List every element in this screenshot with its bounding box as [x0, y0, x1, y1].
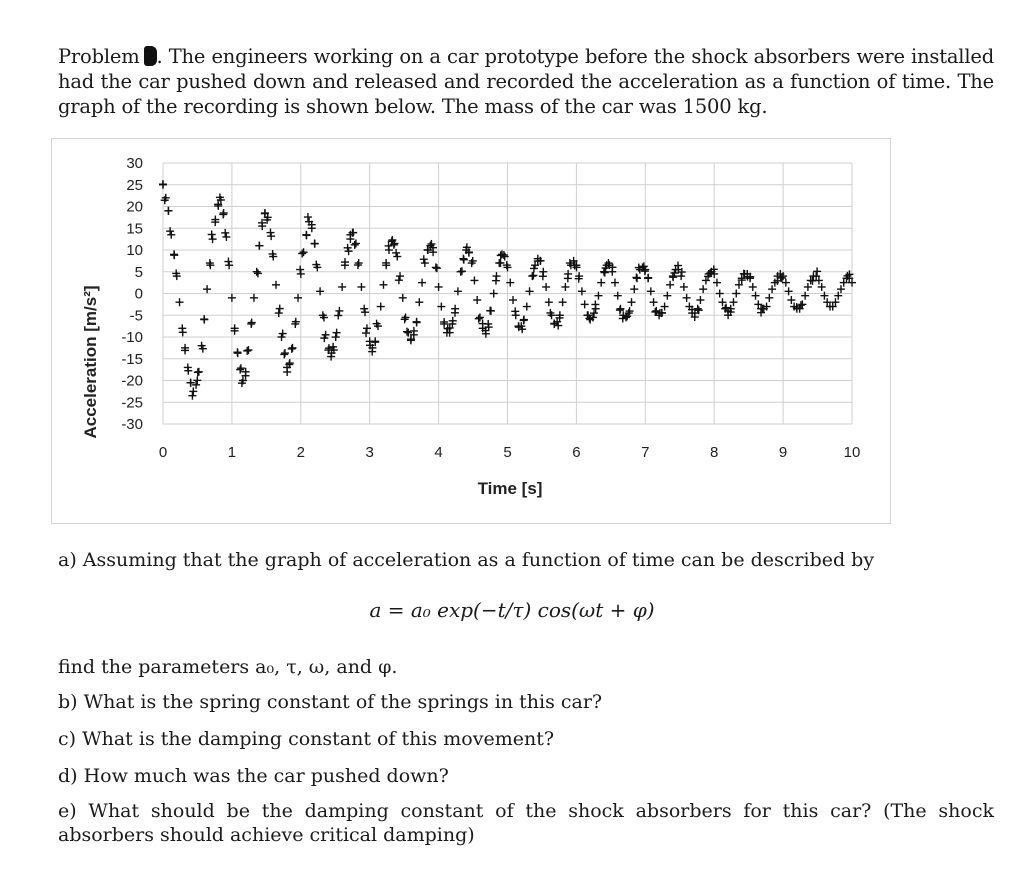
- data-point: [523, 303, 531, 311]
- data-point: [396, 272, 404, 280]
- data-point: [433, 264, 441, 272]
- data-point: [357, 283, 365, 291]
- data-point: [542, 283, 550, 291]
- data-point: [650, 298, 658, 306]
- data-point: [716, 290, 724, 298]
- data-point: [492, 277, 500, 285]
- data-point: [379, 281, 387, 289]
- data-point: [403, 328, 411, 336]
- data-point: [486, 307, 494, 315]
- data-point: [444, 325, 452, 333]
- data-point: [228, 294, 236, 302]
- data-point: [283, 368, 291, 376]
- data-point: [470, 276, 478, 284]
- data-point: [311, 240, 319, 248]
- question-d: d) How much was the car pushed down?: [58, 765, 449, 787]
- data-point: [420, 255, 428, 263]
- data-point: [813, 267, 821, 275]
- question-b: b) What is the spring constant of the springs in this car?: [58, 691, 603, 713]
- data-point: [203, 285, 211, 293]
- data-point: [296, 266, 304, 274]
- y-tick-label: -30: [121, 416, 143, 433]
- data-point: [164, 207, 172, 215]
- data-point: [797, 301, 805, 309]
- data-point: [526, 287, 534, 295]
- data-point: [254, 269, 262, 277]
- data-point: [332, 333, 340, 341]
- data-point: [188, 392, 196, 400]
- data-point: [288, 345, 296, 353]
- data-point: [663, 292, 671, 300]
- x-tick-label: 10: [843, 444, 861, 461]
- question-c: c) What is the damping constant of this movement?: [58, 728, 555, 750]
- data-point: [418, 279, 426, 287]
- data-point: [200, 315, 208, 323]
- data-point: [680, 283, 688, 291]
- data-point: [289, 344, 297, 352]
- data-point: [401, 315, 409, 323]
- data-point: [179, 328, 187, 336]
- x-axis-label: Time [s]: [477, 479, 543, 498]
- data-point: [628, 298, 636, 306]
- y-tick-label: -5: [129, 307, 143, 325]
- data-point: [669, 273, 677, 281]
- data-point: [511, 307, 519, 315]
- data-point: [170, 251, 178, 259]
- data-point: [267, 232, 275, 240]
- data-point: [355, 259, 363, 267]
- data-point: [801, 292, 809, 300]
- data-point: [614, 292, 622, 300]
- y-tick-label: -10: [121, 329, 143, 346]
- x-tick-label: 6: [572, 444, 581, 461]
- data-point: [222, 233, 230, 241]
- data-point: [421, 259, 429, 267]
- y-tick-label: 30: [126, 155, 143, 172]
- data-point: [243, 347, 251, 355]
- data-point: [454, 287, 462, 295]
- y-tick-label: 20: [126, 198, 143, 216]
- data-point: [209, 235, 217, 243]
- data-point: [167, 231, 175, 239]
- data-point: [402, 313, 410, 321]
- data-point: [208, 230, 216, 238]
- data-point: [219, 210, 227, 218]
- data-point: [224, 258, 232, 266]
- data-point: [473, 296, 481, 304]
- data-point: [564, 274, 572, 282]
- y-tick-label: 10: [126, 242, 143, 259]
- data-point: [272, 281, 280, 289]
- data-point: [632, 273, 640, 281]
- data-point: [335, 307, 343, 315]
- data-point: [752, 292, 760, 300]
- data-point: [591, 300, 599, 308]
- problem-number: 3: [143, 47, 157, 66]
- x-tick-label: 3: [365, 444, 374, 461]
- x-tick-label: 5: [503, 444, 512, 461]
- data-point: [333, 329, 341, 337]
- data-point: [176, 298, 184, 306]
- data-point: [630, 285, 638, 293]
- problem-label: Problem: [58, 45, 140, 68]
- data-point: [458, 267, 466, 275]
- problem-statement: [58, 44, 994, 119]
- problem-body: . The engineers working on a car prototype before the shock absorbers were installed had the car pushed down and released and recorded the acceleration as a function of time. The graph of the recording is shown below. The mass of the car was 1500 kg.: [58, 45, 994, 118]
- x-tick-label: 4: [434, 444, 443, 461]
- data-point: [221, 229, 229, 237]
- data-point: [559, 298, 567, 306]
- data-point: [666, 281, 674, 289]
- x-tick-label: 1: [227, 444, 237, 461]
- data-point: [749, 283, 757, 291]
- data-point: [395, 276, 403, 284]
- data-point: [545, 298, 553, 306]
- data-point: [765, 294, 773, 302]
- y-tick-labels: [121, 155, 143, 433]
- y-tick-label: -15: [121, 350, 143, 368]
- chart-canvas: [52, 139, 890, 523]
- data-point: [440, 318, 448, 326]
- data-point: [539, 272, 547, 280]
- data-point: [611, 279, 619, 287]
- x-tick-labels: [159, 444, 861, 461]
- data-point: [460, 256, 468, 264]
- data-point: [399, 294, 407, 302]
- data-point: [354, 261, 362, 269]
- y-tick-label: -25: [121, 394, 143, 412]
- x-tick-label: 7: [641, 444, 650, 461]
- data-point: [334, 311, 342, 319]
- data-point: [509, 296, 517, 304]
- data-point: [601, 269, 609, 277]
- question-a-find: find the parameters a₀, τ, ω, and φ.: [58, 656, 398, 678]
- question-a-intro: a) Assuming that the graph of acceleration as a function of time can be described by: [58, 549, 875, 571]
- data-point: [275, 309, 283, 317]
- data-point: [206, 261, 214, 269]
- y-axis-label: Acceleration [m/s²]: [81, 285, 100, 439]
- data-point: [194, 368, 202, 376]
- y-tick-label: -20: [121, 372, 143, 390]
- data-point: [393, 253, 401, 261]
- chart-gridlines: [163, 163, 852, 424]
- data-point: [435, 283, 443, 291]
- data-point: [490, 290, 498, 298]
- data-point: [316, 287, 324, 295]
- x-tick-label: 2: [296, 444, 305, 461]
- data-point: [281, 349, 289, 357]
- data-point: [377, 303, 385, 311]
- data-point: [647, 287, 655, 295]
- data-point: [159, 180, 167, 188]
- acceleration-chart: [51, 138, 891, 524]
- data-point: [255, 242, 263, 250]
- data-point: [303, 231, 311, 239]
- data-point: [298, 250, 306, 258]
- data-point: [351, 241, 359, 249]
- data-point: [234, 349, 242, 357]
- y-tick-label: 15: [126, 220, 143, 238]
- data-point: [250, 294, 258, 302]
- data-point: [237, 364, 245, 372]
- data-point: [594, 292, 602, 300]
- data-point: [696, 296, 704, 304]
- data-point: [253, 268, 261, 276]
- y-tick-label: 25: [126, 176, 143, 194]
- data-point: [578, 287, 586, 295]
- y-tick-label: 0: [134, 285, 143, 303]
- data-point: [338, 283, 346, 291]
- data-point: [276, 305, 284, 313]
- data-point: [529, 271, 537, 279]
- data-point: [732, 290, 740, 298]
- data-point: [581, 300, 589, 308]
- data-point: [410, 327, 418, 335]
- data-point: [352, 239, 360, 247]
- y-tick-label: 5: [134, 263, 143, 281]
- data-point: [683, 294, 691, 302]
- x-tick-label: 0: [158, 444, 168, 461]
- data-point: [475, 315, 483, 323]
- data-point: [362, 329, 370, 337]
- data-point: [304, 213, 312, 221]
- data-point: [415, 298, 423, 306]
- data-point: [244, 346, 252, 354]
- data-point: [597, 279, 605, 287]
- question-e: e) What should be the damping constant of the shock absorbers for this car? (The shock absorbers should achieve critical damping): [58, 800, 994, 846]
- formula: a = a₀ exp(−t/τ) cos(ωt + φ): [369, 598, 655, 622]
- data-point: [248, 319, 256, 327]
- data-point: [699, 285, 707, 293]
- data-point: [561, 283, 569, 291]
- data-point: [413, 319, 421, 327]
- x-tick-label: 9: [778, 444, 788, 461]
- x-tick-label: 8: [710, 444, 719, 461]
- data-point: [785, 287, 793, 295]
